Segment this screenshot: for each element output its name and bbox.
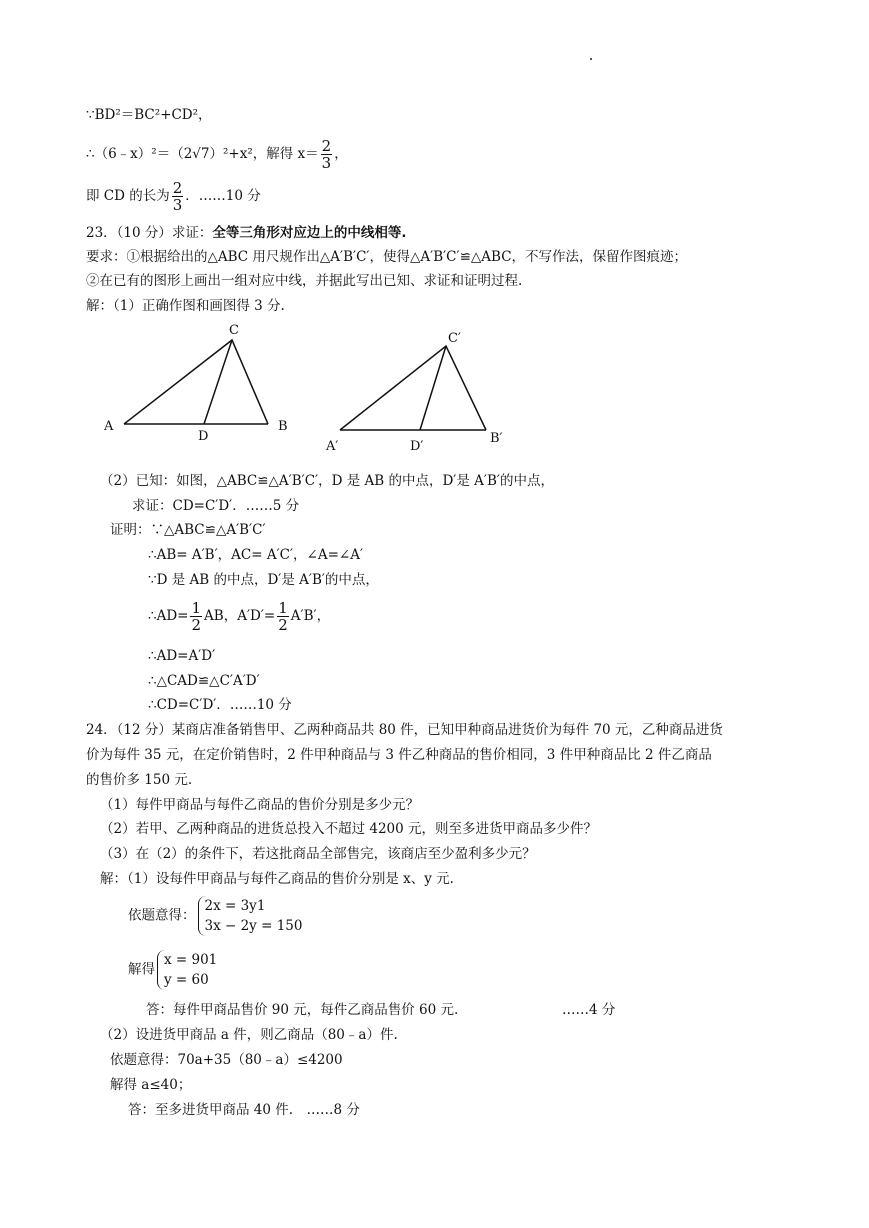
proof-line-3 <box>148 600 330 633</box>
requirement-2: ②在已有的图形上画出一组对应中线，并据此写出已知、求证和证明过程. <box>86 273 523 289</box>
question-24-line-3: 的售价多 150 元. <box>86 772 193 788</box>
answer-line-1: 解：（1）设每件甲商品与每件乙商品的售价分别是 x、y 元. <box>100 871 454 887</box>
proof-line-6: ∴CD=C′D′．……10 分 <box>148 697 292 713</box>
proof-line-3-b: AB，A′D′= <box>204 608 276 624</box>
triangles-figure <box>0 320 869 460</box>
proof-line-0: 证明：∵△ABC≌△A′B′C′ <box>110 522 266 538</box>
proof-line-3-c: A′B′， <box>290 608 331 624</box>
solution-part-1: 解：（1）正确作图和画图得 3 分. <box>86 298 285 314</box>
line-solve-x-text: ∴（6﹣x）²＝（2√7）²+x²，解得 x＝ <box>86 146 319 162</box>
label-d: D <box>198 429 209 444</box>
equation-system-1-label: 依题意得： <box>128 907 196 924</box>
median-c2d2 <box>420 346 446 430</box>
fraction-cd <box>172 180 184 213</box>
line-cd-length-end: ．……10 分 <box>185 188 261 204</box>
equation-4: y = 60 <box>164 972 209 988</box>
fraction-half-2 <box>277 600 289 633</box>
question-23-title: 全等三角形对应边上的中线相等. <box>212 225 407 241</box>
numerator: 1 <box>191 599 202 617</box>
proof-line-3-a: ∴AD= <box>148 608 189 624</box>
equation-1: 2x = 3y1 <box>204 898 266 914</box>
label-b2: B′ <box>490 431 503 446</box>
label-a2: A′ <box>326 439 339 454</box>
system-brace-1 <box>198 896 303 936</box>
given-statement: （2）已知：如图，△ABC≌△A′B′C′，D 是 AB 的中点，D′是 A′B′的中点， <box>100 473 554 489</box>
label-c2: C′ <box>448 331 461 346</box>
equation-system-2-label: 解得 <box>128 961 155 978</box>
line-bd-squared: ∵BD²＝BC²+CD²， <box>86 107 212 123</box>
label-c: C <box>229 323 239 338</box>
system-brace-2 <box>157 950 217 990</box>
fraction-x <box>321 138 333 171</box>
triangle-a2b2c2-sides <box>340 346 486 430</box>
question-24-line-2: 价为每件 35 元，在定价销售时，2 件甲种商品与 3 件乙种商品的售价相同，3 件甲种商品比 2 件乙商品 <box>86 747 712 763</box>
fraction-half-1 <box>190 600 202 633</box>
proof-line-1: ∴AB= A′B′，AC= A′C′，∠A=∠A′ <box>148 547 364 563</box>
equation-system-2 <box>128 950 217 990</box>
denominator: 2 <box>191 616 202 634</box>
prove-statement: 求证：CD=C′D′．……5 分 <box>132 498 300 514</box>
answer-line-8: 答：至多进货甲商品 40 件. ……8 分 <box>128 1102 360 1118</box>
numerator: 2 <box>321 137 332 155</box>
proof-line-2: ∵D 是 AB 的中点，D′是 A′B′的中点， <box>148 572 379 588</box>
answer-line-7: 解得 a≤40； <box>110 1077 192 1093</box>
equation-system-1 <box>128 896 302 936</box>
median-cd <box>204 340 232 424</box>
question-24-sub-1: （1）每件甲商品与每件乙商品的售价分别是多少元？ <box>100 797 420 813</box>
answer-line-4-score: ……4 分 <box>562 1002 616 1018</box>
proof-line-5: ∴△CAD≌△C′A′D′ <box>148 673 260 689</box>
answer-line-6: 依题意得：70a+35（80﹣a）≤4200 <box>110 1052 343 1068</box>
question-24-line-1: 24．（12 分）某商店准备销售甲、乙两种商品共 80 件，已知甲种商品进货价为每件 70 元，乙种商品进货 <box>86 722 723 738</box>
triangle-abc <box>124 340 268 424</box>
denominator: 3 <box>321 154 332 172</box>
denominator: 2 <box>278 616 288 634</box>
line-cd-length <box>86 180 261 213</box>
label-d2: D′ <box>410 439 424 454</box>
requirement-1: 要求：①根据给出的△ABC 用尺规作出△A′B′C′，使得△A′B′C′≌△ABC，不写作法，保留作图痕迹； <box>86 249 688 265</box>
triangle-abc-sides <box>124 340 268 424</box>
page-dot <box>590 58 592 60</box>
label-b: B <box>278 419 288 434</box>
denominator: 3 <box>172 196 183 214</box>
question-24-sub-3: （3）在（2）的条件下，若这批商品全部售完，该商店至少盈利多少元？ <box>100 846 536 862</box>
equation-3: x = 901 <box>164 952 218 968</box>
label-a: A <box>104 419 114 434</box>
question-24-sub-2: （2）若甲、乙两种商品的进货总投入不超过 4200 元，则至多进货甲商品多少件？ <box>100 821 598 837</box>
line-solve-x <box>86 138 348 171</box>
proof-line-4: ∴AD=A′D′ <box>148 648 216 664</box>
answer-line-4: 答：每件甲商品售价 90 元，每件乙商品售价 60 元. <box>146 1002 459 1018</box>
numerator: 2 <box>172 179 183 197</box>
question-23 <box>86 224 407 242</box>
triangle-a2b2c2 <box>340 346 486 430</box>
equation-2: 3x − 2y = 150 <box>204 918 303 934</box>
numerator: 1 <box>278 599 288 617</box>
question-23-prefix: 23．（10 分）求证： <box>86 225 213 241</box>
line-solve-x-end: ， <box>334 146 348 162</box>
line-cd-length-text: 即 CD 的长为 <box>86 188 170 204</box>
answer-line-5: （2）设进货甲商品 a 件，则乙商品（80﹣a）件. <box>100 1027 398 1043</box>
